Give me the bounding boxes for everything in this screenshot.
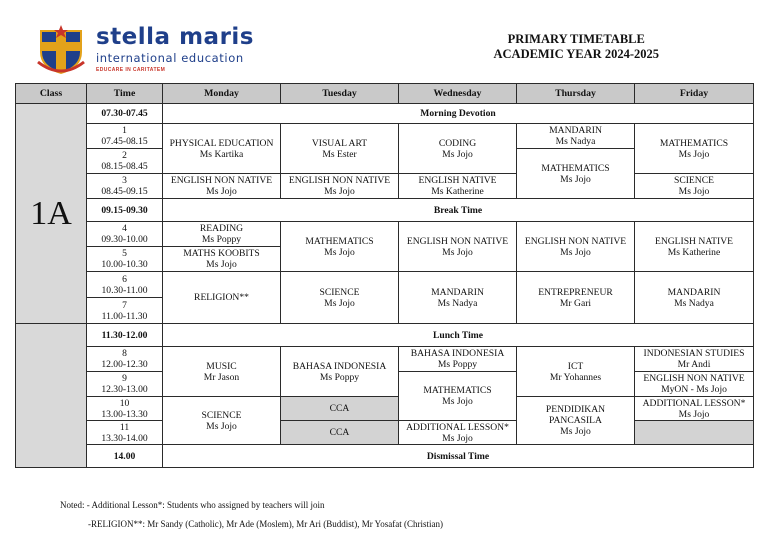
lesson-cell: MATHEMATICS Ms Jojo [399, 372, 517, 421]
lesson-cell: MUSIC Mr Jason [163, 347, 281, 397]
lesson-cell: READING Ms Poppy [163, 222, 281, 247]
table-row [16, 272, 754, 298]
lesson-cell: ENGLISH NON NATIVE Ms Jojo [517, 222, 635, 272]
lesson-cell: ENGLISH NON NATIVE MyON - Ms Jojo [635, 372, 754, 397]
header-class: Class [16, 84, 87, 104]
lesson-cell: INDONESIAN STUDIES Mr Andi [635, 347, 754, 372]
time-cell: 14.00 [87, 445, 163, 468]
lesson-cell: BAHASA INDONESIA Ms Poppy [399, 347, 517, 372]
lesson-cell: ENGLISH NON NATIVE Ms Jojo [163, 174, 281, 199]
time-cell: 5 10.00-10.30 [87, 247, 163, 272]
header-wednesday: Wednesday [399, 84, 517, 104]
time-cell: 9 12.30-13.00 [87, 372, 163, 397]
band-morning-devotion: Morning Devotion [163, 104, 754, 124]
lesson-cell: ADDITIONAL LESSON* Ms Jojo [635, 397, 754, 421]
header-tuesday: Tuesday [281, 84, 399, 104]
timetable [15, 83, 754, 468]
table-row [16, 421, 754, 445]
brand-subtitle: international education [96, 51, 244, 65]
title-line-2: ACADEMIC YEAR 2024-2025 [493, 47, 659, 61]
time-cell: 3 08.45-09.15 [87, 174, 163, 199]
brand [96, 26, 254, 73]
time-cell: 07.30-07.45 [87, 104, 163, 124]
lesson-cell: BAHASA INDONESIA Ms Poppy [281, 347, 399, 397]
header-time: Time [87, 84, 163, 104]
lesson-cell: SCIENCE Ms Jojo [635, 174, 754, 199]
lesson-cell: PENDIDIKAN PANCASILA Ms Jojo [517, 397, 635, 445]
table-row [16, 445, 754, 468]
time-cell: 09.15-09.30 [87, 199, 163, 222]
time-cell: 11 13.30-14.00 [87, 421, 163, 445]
time-cell: 6 10.30-11.00 [87, 272, 163, 298]
document-title [493, 32, 659, 62]
table-row [16, 324, 754, 347]
header-thursday: Thursday [517, 84, 635, 104]
lesson-cell: VISUAL ART Ms Ester [281, 124, 399, 174]
table-row [16, 104, 754, 124]
time-cell: 1 07.45-08.15 [87, 124, 163, 149]
lesson-cell: ENGLISH NATIVE Ms Katherine [635, 222, 754, 272]
time-cell: 2 08.15-08.45 [87, 149, 163, 174]
lesson-cell: MANDARIN Ms Nadya [635, 272, 754, 324]
table-row [16, 124, 754, 149]
notes [60, 499, 443, 530]
band-dismissal-time: Dismissal Time [163, 445, 754, 468]
lesson-cell: ENGLISH NON NATIVE Ms Jojo [281, 174, 399, 199]
lesson-cell: MATHEMATICS Ms Jojo [281, 222, 399, 272]
school-logo [36, 24, 86, 76]
lesson-cell: ADDITIONAL LESSON* Ms Jojo [399, 421, 517, 445]
lesson-cell-cca: CCA [281, 397, 399, 421]
note-additional-lesson: Noted: - Additional Lesson*: Students who assigned by teachers will join [60, 500, 325, 510]
header-friday: Friday [635, 84, 754, 104]
lesson-cell: MATHEMATICS Ms Jojo [517, 149, 635, 199]
brand-name: stella maris [96, 24, 254, 50]
lesson-cell: ENTREPRENEUR Mr Gari [517, 272, 635, 324]
empty-cell [635, 421, 754, 445]
lesson-cell: CODING Ms Jojo [399, 124, 517, 174]
table-row [16, 347, 754, 372]
time-cell: 4 09.30-10.00 [87, 222, 163, 247]
lesson-cell: SCIENCE Ms Jojo [281, 272, 399, 324]
band-lunch-time: Lunch Time [163, 324, 754, 347]
time-cell: 8 12.00-12.30 [87, 347, 163, 372]
time-cell: 7 11.00-11.30 [87, 298, 163, 324]
time-cell: 10 13.00-13.30 [87, 397, 163, 421]
lesson-cell: MANDARIN Ms Nadya [517, 124, 635, 149]
header-monday: Monday [163, 84, 281, 104]
table-row [16, 199, 754, 222]
class-name: 1A [16, 104, 87, 324]
table-row [16, 397, 754, 421]
class-column-continuation [16, 324, 87, 468]
title-line-1: PRIMARY TIMETABLE [507, 32, 645, 46]
lesson-cell: MATHEMATICS Ms Jojo [635, 124, 754, 174]
lesson-cell: PHYSICAL EDUCATION Ms Kartika [163, 124, 281, 174]
table-row [16, 174, 754, 199]
note-religion: -RELIGION**: Mr Sandy (Catholic), Mr Ade (Moslem), Mr Ari (Buddist), Mr Yosafat (Christian) [88, 519, 443, 529]
header-row [16, 84, 754, 104]
brand-motto: EDUCARE IN CARITATEM [96, 67, 166, 73]
lesson-cell: ENGLISH NATIVE Ms Katherine [399, 174, 517, 199]
lesson-cell: MANDARIN Ms Nadya [399, 272, 517, 324]
lesson-cell: MATHS KOOBITS Ms Jojo [163, 247, 281, 272]
lesson-cell: ENGLISH NON NATIVE Ms Jojo [399, 222, 517, 272]
lesson-cell-cca: CCA [281, 421, 399, 445]
lesson-cell: SCIENCE Ms Jojo [163, 397, 281, 445]
band-break-time: Break Time [163, 199, 754, 222]
table-row [16, 222, 754, 247]
lesson-cell: RELIGION** [163, 272, 281, 324]
lesson-cell: ICT Mr Yohannes [517, 347, 635, 397]
time-cell: 11.30-12.00 [87, 324, 163, 347]
